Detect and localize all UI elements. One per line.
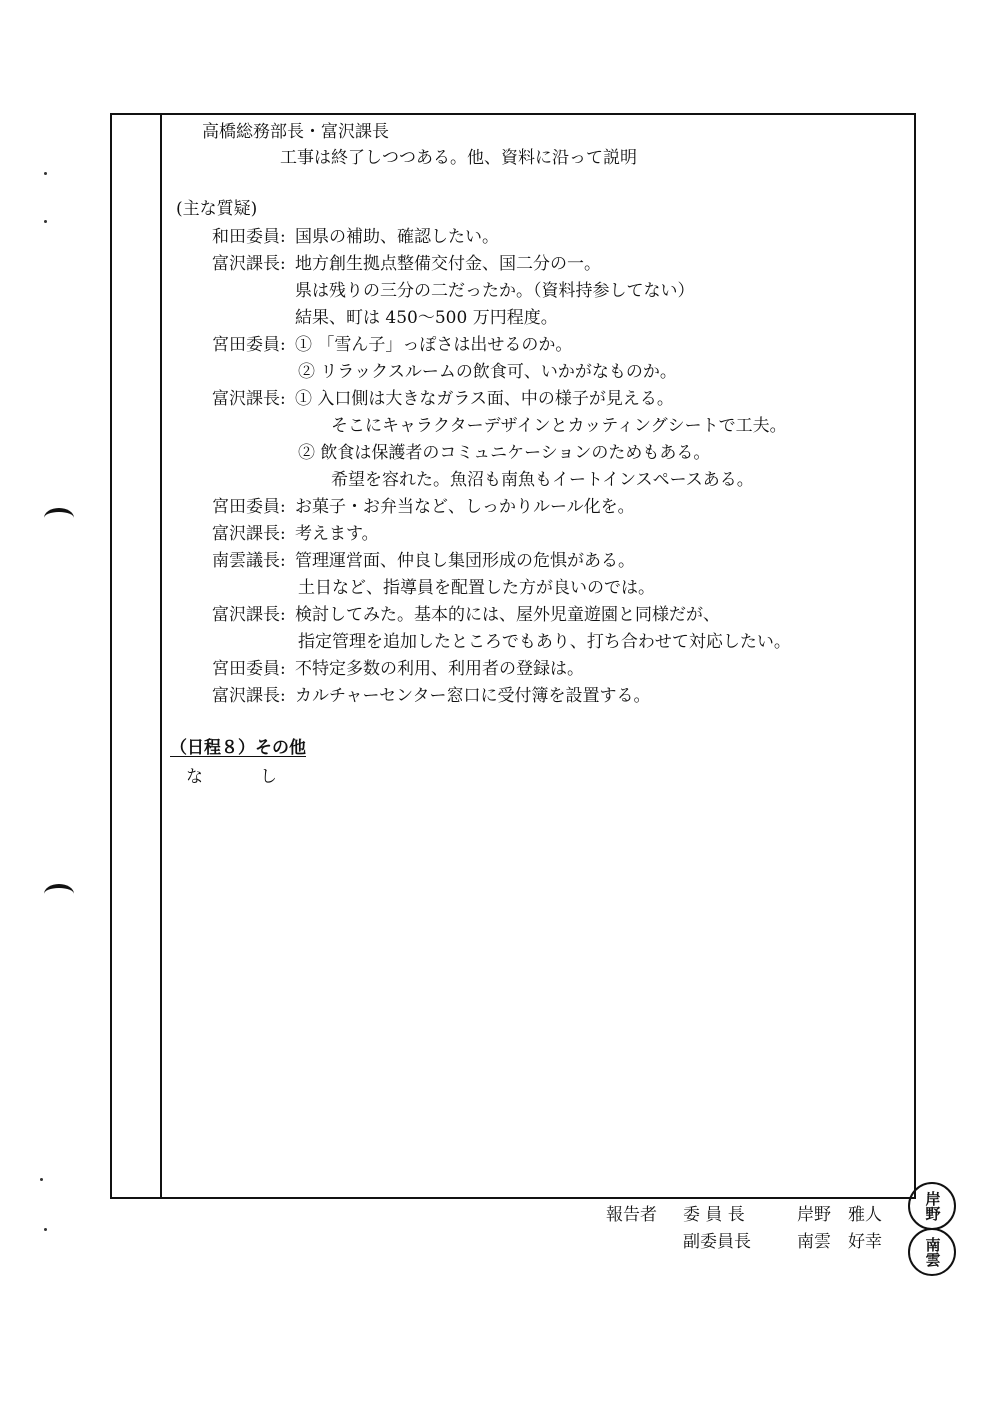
scan-speck [44, 1228, 47, 1231]
qa-line: 検討してみた。基本的には、屋外児童遊園と同様だが、 [295, 605, 720, 625]
qa-line: 指定管理を追加したところでもあり、打ち合わせて対応したい。 [298, 632, 791, 652]
chair-seal-text: 岸野 [923, 1191, 942, 1221]
qa-separator: : [280, 605, 286, 625]
qa-line: ② 飲食は保護者のコミュニケーションのためもある。 [298, 443, 711, 463]
vice-name: 南雲 好幸 [797, 1232, 882, 1252]
qa-line: ① 入口側は大きなガラス面、中の様子が見える。 [295, 389, 674, 409]
qa-separator: : [280, 389, 286, 409]
qa-line: 地方創生拠点整備交付金、国二分の一。 [295, 254, 601, 274]
qa-line: 国県の補助、確認したい。 [295, 227, 499, 247]
qa-separator: : [280, 524, 286, 544]
qa-speaker: 富沢課長 [212, 605, 280, 625]
qa-line: 希望を容れた。魚沼も南魚もイートインスペースある。 [331, 470, 754, 490]
page-frame [110, 113, 916, 1199]
qa-line: そこにキャラクターデザインとカッティングシートで工夫。 [331, 416, 787, 436]
qa-speaker: 富沢課長 [212, 524, 280, 544]
punch-hole-mark [44, 884, 74, 904]
qa-line: ① 「雪ん子」っぽさは出せるのか。 [295, 335, 573, 355]
qa-speaker: 宮田委員 [212, 659, 280, 679]
qa-speaker: 南雲議長 [212, 551, 280, 571]
margin-rule [160, 113, 162, 1199]
chair-seal [908, 1182, 956, 1230]
schedule8-heading: （日程８）その他 [170, 738, 306, 758]
qa-separator: : [280, 659, 286, 679]
vice-title: 副委員長 [683, 1232, 751, 1252]
vice-seal-text: 南雲 [923, 1237, 942, 1267]
qa-line: ② リラックスルームの飲食可、いかがなものか。 [298, 362, 677, 382]
qa-speaker: 富沢課長 [212, 686, 280, 706]
qa-separator: : [280, 227, 286, 247]
qa-line: 県は残りの三分の二だったか。（資料持参してない） [295, 281, 695, 301]
scan-speck [44, 220, 47, 223]
intro-statement: 工事は終了しつつある。他、資料に沿って説明 [280, 148, 637, 168]
qa-line: カルチャーセンター窓口に受付簿を設置する。 [295, 686, 651, 706]
qa-line: 不特定多数の利用、利用者の登録は。 [295, 659, 584, 679]
punch-hole-mark [44, 508, 74, 528]
qa-line: 考えます。 [295, 524, 379, 544]
qa-speaker: 宮田委員 [212, 335, 280, 355]
qa-speaker: 富沢課長 [212, 254, 280, 274]
qa-separator: : [280, 551, 286, 571]
schedule8-body: な し [186, 767, 297, 787]
qa-separator: : [280, 254, 286, 274]
qa-speaker: 和田委員 [212, 227, 280, 247]
qa-separator: : [280, 497, 286, 517]
qa-line: 結果、町は 450〜500 万円程度。 [295, 308, 558, 328]
qa-line: 管理運営面、仲良し集団形成の危惧がある。 [295, 551, 635, 571]
vice-seal [908, 1228, 956, 1276]
chair-name: 岸野 雅人 [797, 1205, 882, 1225]
scan-speck [40, 1178, 43, 1181]
reporter-label: 報告者 [606, 1205, 657, 1225]
intro-speakers: 高橋総務部長・富沢課長 [202, 122, 389, 142]
qa-line: お菓子・お弁当など、しっかりルール化を。 [295, 497, 635, 517]
qa-speaker: 宮田委員 [212, 497, 280, 517]
chair-title: 委 員 長 [683, 1205, 745, 1225]
scan-speck [44, 172, 47, 175]
qa-separator: : [280, 686, 286, 706]
qa-separator: : [280, 335, 286, 355]
qa-line: 土日など、指導員を配置した方が良いのでは。 [298, 578, 655, 598]
qa-speaker: 富沢課長 [212, 389, 280, 409]
qa-heading: (主な質疑) [176, 199, 258, 219]
